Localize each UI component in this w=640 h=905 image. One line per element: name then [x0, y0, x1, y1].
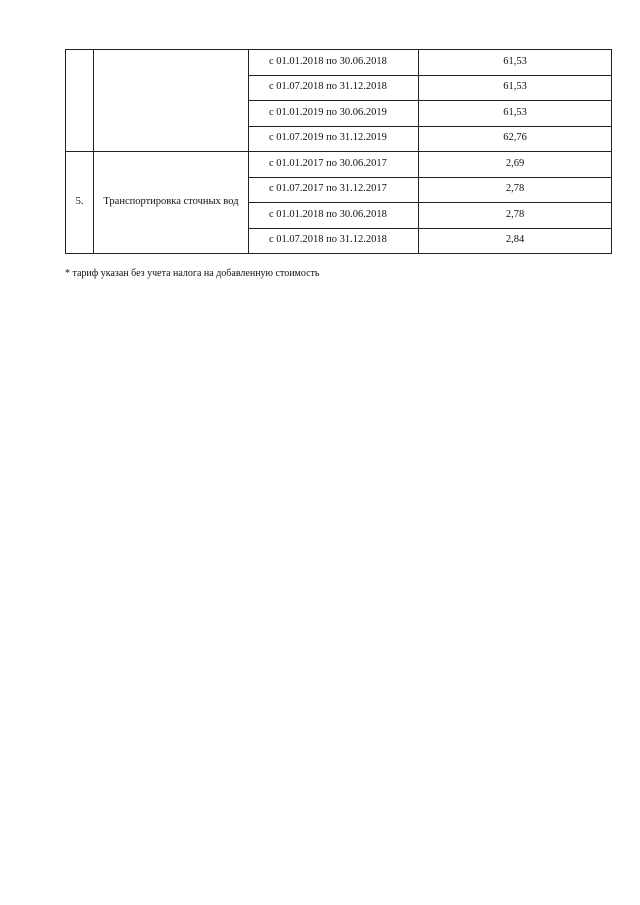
period-cell: с 01.01.2019 по 30.06.2019 — [249, 101, 419, 127]
row-number-cell — [66, 50, 94, 152]
table-row — [66, 50, 612, 76]
tariff-value-cell: 61,53 — [419, 75, 612, 101]
tariff-value-cell: 2,78 — [419, 177, 612, 203]
vat-footnote: * тариф указан без учета налога на добавленную стоимость — [65, 268, 320, 279]
table-row — [66, 152, 612, 178]
period-cell: с 01.07.2017 по 31.12.2017 — [249, 177, 419, 203]
tariff-value-cell: 61,53 — [419, 50, 612, 76]
period-cell: с 01.07.2018 по 31.12.2018 — [249, 75, 419, 101]
period-cell: с 01.01.2018 по 30.06.2018 — [249, 50, 419, 76]
tariff-value-cell: 2,78 — [419, 203, 612, 229]
row-number-cell: 5. — [66, 152, 94, 254]
tariff-value-cell: 62,76 — [419, 126, 612, 152]
tariff-value-cell: 2,84 — [419, 228, 612, 254]
tariff-table — [65, 49, 612, 254]
period-cell: с 01.07.2019 по 31.12.2019 — [249, 126, 419, 152]
service-name-cell — [94, 50, 249, 152]
period-cell: с 01.01.2018 по 30.06.2018 — [249, 203, 419, 229]
service-name-cell: Транспортировка сточных вод — [94, 152, 249, 254]
period-cell: с 01.07.2018 по 31.12.2018 — [249, 228, 419, 254]
tariff-value-cell: 2,69 — [419, 152, 612, 178]
period-cell: с 01.01.2017 по 30.06.2017 — [249, 152, 419, 178]
tariff-value-cell: 61,53 — [419, 101, 612, 127]
